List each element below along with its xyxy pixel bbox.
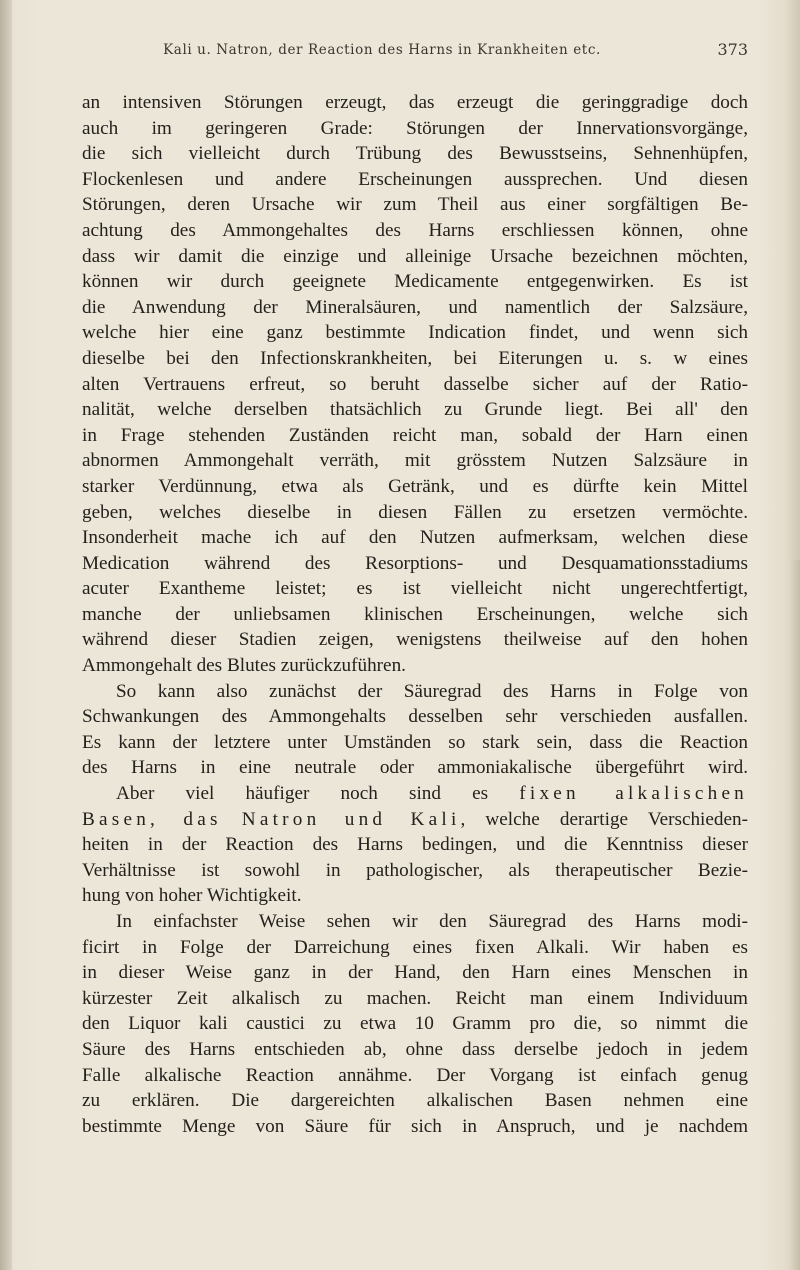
spaced-emphasis: Basen, das bbox=[82, 808, 222, 830]
body-text bbox=[82, 90, 748, 1139]
text-line: Ammongehalt des Blutes zurückzuführen. bbox=[82, 655, 406, 677]
spaced-emphasis: fixen alkalischen bbox=[519, 783, 748, 805]
text-line: dass wir damit die einzige und alleinige Ursache bezeichnen möchten, bbox=[82, 245, 748, 267]
text-line: Insonderheit mache ich auf den Nutzen aufmerksam, welchen diese bbox=[82, 527, 748, 549]
text-line: Flockenlesen und andere Erscheinungen aussprechen. Und diesen bbox=[82, 168, 748, 190]
text-line: ficirt in Folge der Darreichung eines fixen Alkali. Wir haben es bbox=[82, 936, 748, 958]
text-line: die Anwendung der Mineralsäuren, und namentlich der Salzsäure, bbox=[82, 296, 748, 318]
text-line: in Frage stehenden Zuständen reicht man, sobald der Harn einen bbox=[82, 424, 748, 446]
text-line: acuter Exantheme leistet; es ist vielleicht nicht ungerechtfertigt, bbox=[82, 578, 748, 600]
text-line: an intensiven Störungen erzeugt, das erzeugt die geringgradige doch bbox=[82, 92, 748, 113]
text-line: während dieser Stadien zeigen, wenigstens theilweise auf den hohen bbox=[82, 629, 748, 651]
text-line: kürzester Zeit alkalisch zu machen. Reicht man einem Individuum bbox=[82, 987, 748, 1009]
running-head: Kali u. Natron, der Reaction des Harns in Krankheiten etc. bbox=[163, 42, 601, 58]
text-line: Störungen, deren Ursache wir zum Theil aus einer sorgfältigen Be- bbox=[82, 194, 748, 216]
text-line: starker Verdünnung, etwa als Getränk, und es dürfte kein Mittel bbox=[82, 475, 748, 497]
text-line: welche hier eine ganz bestimmte Indication findet, und wenn sich bbox=[82, 322, 748, 344]
page-header bbox=[82, 34, 748, 64]
page-number: 373 bbox=[717, 40, 748, 59]
text-line: Verhältnisse ist sowohl in pathologischer, als therapeutischer Bezie- bbox=[82, 859, 748, 881]
text-fragment: Aber viel häufiger noch sind es bbox=[116, 783, 489, 805]
text-line bbox=[82, 807, 748, 833]
text-line: auch im geringeren Grade: Störungen der Innervationsvorgänge, bbox=[82, 117, 748, 139]
text-line: können wir durch geeignete Medicamente entgegenwirken. Es ist bbox=[82, 271, 748, 293]
text-line: abnormen Ammongehalt verräth, mit grösstem Nutzen Salzsäure in bbox=[82, 450, 748, 472]
text-line: Falle alkalische Reaction annähme. Der Vorgang ist einfach genug bbox=[82, 1064, 748, 1086]
text-line: achtung des Ammongehaltes des Harns erschliessen können, ohne bbox=[82, 219, 748, 241]
text-line: Es kann der letztere unter Umständen so stark sein, dass die Reaction bbox=[82, 731, 748, 753]
text-line: heiten in der Reaction des Harns bedingen, und die Kenntniss dieser bbox=[82, 834, 748, 856]
text-line: nalität, welche derselben thatsächlich zu Grunde liegt. Bei all' den bbox=[82, 399, 748, 421]
text-line: in dieser Weise ganz in der Hand, den Harn eines Menschen in bbox=[82, 962, 748, 984]
spaced-emphasis: Natron und Kali bbox=[241, 808, 461, 830]
text-fragment: , welche derartige Verschieden- bbox=[460, 808, 748, 830]
text-line: bestimmte Menge von Säure für sich in Anspruch, und je nachdem bbox=[82, 1115, 748, 1137]
text-line: manche der unliebsamen klinischen Erscheinungen, welche sich bbox=[82, 603, 748, 625]
text-line: den Liquor kali caustici zu etwa 10 Gramm pro die, so nimmt die bbox=[82, 1013, 748, 1035]
text-line: die sich vielleicht durch Trübung des Bewusstseins, Sehnenhüpfen, bbox=[82, 143, 748, 165]
text-line: geben, welches dieselbe in diesen Fällen zu ersetzen vermöchte. bbox=[82, 501, 748, 523]
text-line: hung von hoher Wichtigkeit. bbox=[82, 885, 302, 907]
text-line: alten Vertrauens erfreut, so beruht dasselbe sicher auf der Ratio- bbox=[82, 373, 748, 395]
text-line: In einfachster Weise sehen wir den Säuregrad des Harns modi- bbox=[116, 911, 748, 932]
text-line: Medication während des Resorptions- und Desquamationsstadiums bbox=[82, 552, 748, 574]
text-line: Säure des Harns entschieden ab, ohne dass derselbe jedoch in jedem bbox=[82, 1038, 748, 1060]
page-right-edge bbox=[790, 560, 800, 1270]
text-line: So kann also zunächst der Säuregrad des Harns in Folge von bbox=[116, 680, 748, 702]
text-line: Schwankungen des Ammongehalts desselben sehr verschieden ausfallen. bbox=[82, 706, 748, 728]
text-line bbox=[82, 781, 748, 807]
text-line: des Harns in eine neutrale oder ammoniakalische übergeführt wird. bbox=[82, 757, 748, 779]
text-line: dieselbe bei den Infectionskrankheiten, bei Eiterungen u. s. w eines bbox=[82, 347, 748, 369]
page-binding-edge bbox=[0, 0, 12, 1270]
text-line: zu erklären. Die dargereichten alkalischen Basen nehmen eine bbox=[82, 1090, 748, 1112]
